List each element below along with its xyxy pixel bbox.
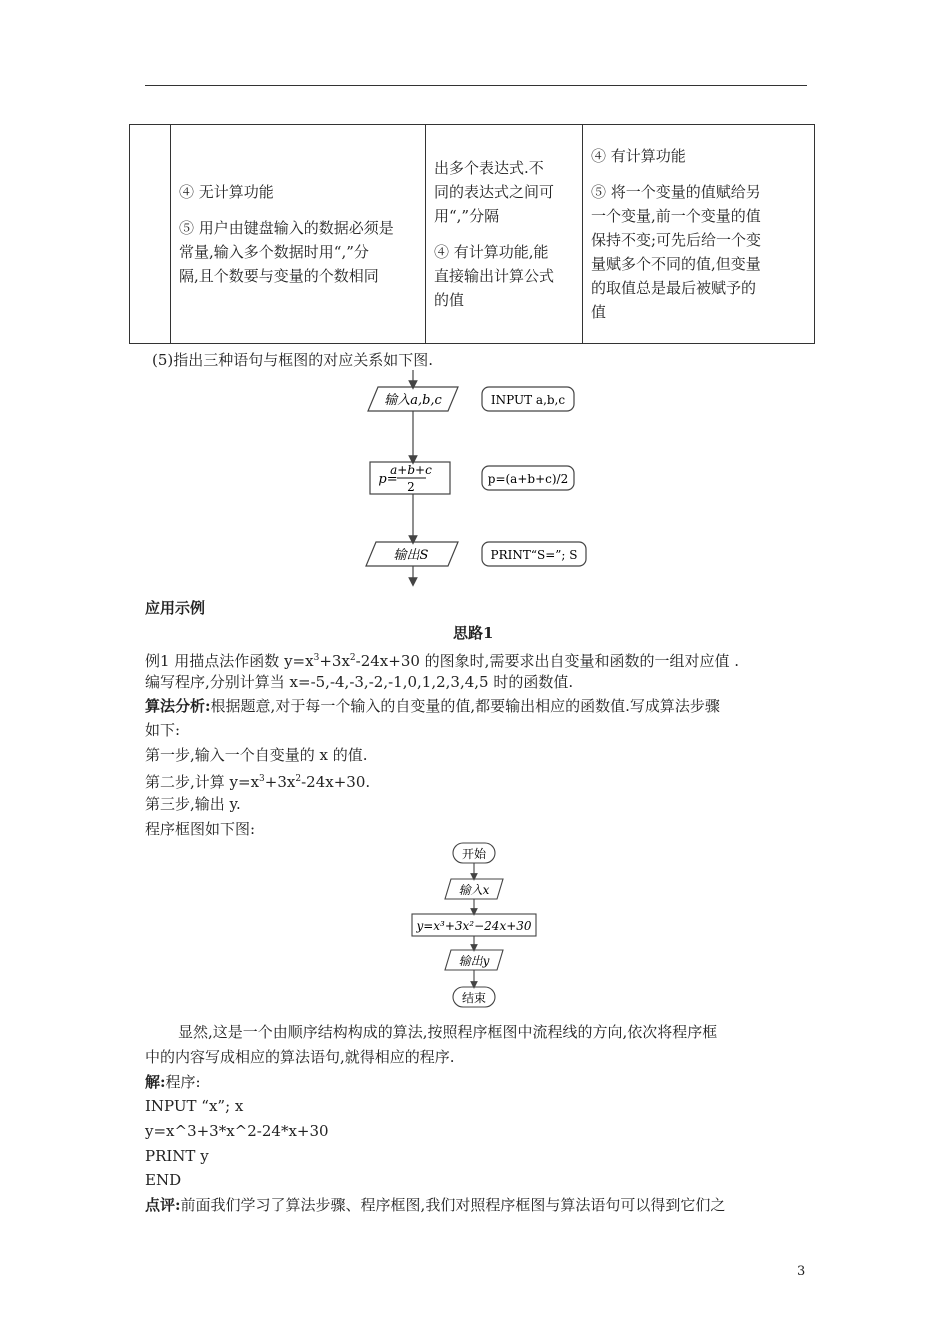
table-text: ⑤ 将一个变量的值赋给另 [591,183,761,201]
comment-label: 点评: [145,1196,181,1214]
program-flowchart [405,840,545,1012]
end-text: 结束 [461,991,487,1005]
table-text: 直接输出计算公式 [434,267,555,285]
header-rule [145,85,807,86]
table-text: 的取值总是最后被赋予的 [591,279,757,297]
step-1: 第一步,输入一个自变量的 x 的值. [145,746,368,764]
superscript: 2 [295,774,302,784]
step-2: 第二步,计算 $y=x^3+3x^2-24x+30$. [145,773,371,791]
assign-denominator: 2 [407,480,415,494]
assign-lhs: p= [378,472,398,487]
table-cell-print [426,125,583,344]
input-box-text: 输入a,b,c [384,393,442,408]
flow-intro: 程序框图如下图: [145,820,256,838]
table-text: ④ 有计算功能 [591,147,686,165]
example-line-2: 编写程序,分别计算当 x=-5,-4,-3,-2,-1,0,1,2,3,4,5 时的函数值. [145,673,574,691]
table-cell-assign [583,125,815,344]
explanation-line-2: 中的内容写成相应的算法语句,就得相应的程序. [145,1048,455,1066]
step-3: 第三步,输出 y. [145,795,241,813]
output-text: 输出y [458,954,490,968]
table-text: 常量,输入多个数据时用“,”分 [179,243,369,261]
output-box-text: 输出S [393,548,429,563]
input-text: 输入x [458,883,490,897]
table-text: 量赋多个不同的值,但变量 [591,255,761,273]
table-text: 出多个表达式.不 [434,159,544,177]
section-5-caption: (5)指出三种语句与框图的对应关系如下图. [152,351,434,369]
process-text: y=x³+3x²−24x+30 [416,919,532,933]
start-text: 开始 [461,847,487,861]
table-text: 的值 [434,291,465,309]
assign-stmt-text: p=(a+b+c)/2 [487,472,569,486]
section-heading-idea: 思路1 [453,624,494,642]
statement-diagram [340,368,600,588]
superscript: 3 [259,774,265,784]
superscript: 2 [349,653,356,663]
superscript: 3 [313,653,320,663]
input-stmt-text: INPUT a,b,c [490,393,566,407]
table-cell-input [171,125,426,344]
table-text: ④ 有计算功能,能 [434,243,549,261]
assign-numerator: a+b+c [390,463,432,477]
code-line: END [145,1171,182,1189]
table-text: ⑤ 用户由键盘输入的数据必须是 [179,219,394,237]
table-text: ④ 无计算功能 [179,183,274,201]
analysis-line-1: 算法分析:根据题意,对于每一个输入的自变量的值,都要输出相应的函数值.写成算法步骤 [145,697,720,715]
table-cell-empty [130,125,171,344]
page-number: 3 [797,1264,806,1279]
section-heading-apply: 应用示例 [145,599,206,617]
analysis-label: 算法分析: [145,697,211,715]
table-text: 一个变量,前一个变量的值 [591,207,761,225]
solution-label: 解: [145,1073,166,1091]
explanation-line-1: 显然,这是一个由顺序结构构成的算法,按照程序框图中流程线的方向,依次将程序框 [178,1023,718,1041]
comment-line: 点评:前面我们学习了算法步骤、程序框图,我们对照程序框图与算法语句可以得到它们之 [145,1196,726,1214]
code-line: INPUT “x”; x [145,1097,244,1115]
table-text: 同的表达式之间可 [434,183,555,201]
table-text: 值 [591,303,607,321]
code-line: y=x^3+3*x^2-24*x+30 [145,1122,329,1140]
table-text: 用“,”分隔 [434,207,500,225]
table-text: 隔,且个数要与变量的个数相同 [179,267,379,285]
table-text: 保持不变;可先后给一个变 [591,231,762,249]
example-line-1: 例1 用描点法作函数 $y=x^3+3x^2-24x+30$ 的图象时,需要求出自变量和函数的一组对应值 . [145,652,739,670]
comparison-table [129,124,815,344]
print-stmt-text: PRINT“S=”; S [490,548,578,562]
solution-line: 解:程序: [145,1073,201,1091]
code-line: PRINT y [145,1147,209,1165]
analysis-line-2: 如下: [145,721,181,739]
